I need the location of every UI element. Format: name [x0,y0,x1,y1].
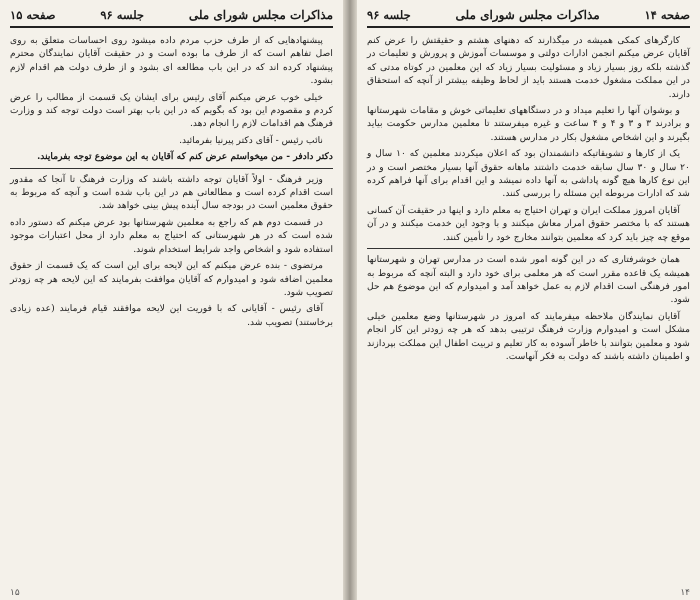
body-paragraph: نائب رئیس - آقای دکتر پیرنیا بفرمائید. [179,134,323,146]
right-page [357,0,700,600]
left-folio: ۱۵ [10,588,20,598]
body-paragraph: یک از کارها و تشویقاتیکه دانشمندان بود که اعلان میکردند معلمین که ۱۰ سال و ۲۰ سال و ۳۰ سال سابقه خدمت داشتند ماهانه حقوق آنها بسیار مختصر است و در این نوع کارها هیچ گونه پاداشی به آنها داده نمیشد و این اقدام برای آنها فراهم کرده شد که ادارات مربوطه این مسئله را بررسی کنند. [367,148,690,200]
body-paragraph: آقای رئیس - آقایانی که با فوریت این لایحه موافقند قیام فرمایند (عده زیادی برخاستند) تصویب شد. [10,303,333,328]
body-paragraph: کارگرهای کمکی همیشه در میگذارند که دهنهای هشتم و حقیقتش را عرض کنم آقایان عرض میکنم انجمن ادارات دولتی و موسسات آموزش و پرورش و تعلیمات در گذشته بلکه روز بسیار زیاد و مسئولیت بسیار زیاد که این معلمین در کوتاه مدتی که در این مملکت مشغول خدمت هستند باید از لحاظ وظیفه بیشتر از آنچه که استحقاق دارند. [367,35,690,100]
body-paragraph: مرتضوی - بنده عرض میکنم که این لایحه برای این است که یک قسمت از حقوق معلمین اضافه شود و امیدوارم که آقایان موافقت بفرمایند که این لایحه هر چه زودتر تصویب شود. [10,260,333,298]
body-paragraph: و بوشوان آنها را تعلیم میداد و در دستگاههای تعلیماتی خوش و مقامات شهرستانها و برادرند ۳ و ۳ و ۴ و ۴ ساعت و غیره میفرستند تا معلمین مدارس حکومت بیاید بگیرند و این اشخاص مشغول بکار در مدارس هستند. [367,105,690,143]
section-divider [10,168,333,169]
left-header-session: جلسه ۹۶ [100,8,145,22]
book-gutter [343,0,357,600]
section-divider [367,248,690,249]
left-header-title: مذاکرات مجلس شورای ملی [188,8,333,22]
left-page-header [10,6,333,28]
left-page [0,0,343,600]
body-paragraph: همان خوشرفتاری که در این گونه امور شده است در مدارس تهران و شهرستانها همیشه یک قاعده مقرر است که هر معلمی برای خود دارد و البته آنچه که مربوط به امور فرهنگی است اقدام لازم به عمل خواهد آمد و امیدوارم که این موضوع هم حل شود. [367,254,690,306]
left-page-body [10,34,333,329]
right-header-title: مذاکرات مجلس شورای ملی [455,8,600,22]
body-paragraph: در قسمت دوم هم که راجع به معلمین شهرستانها بود عرض میکنم که دستور داده شده است که در هر شهرستانی که احتیاج به معلم دارد از محل اعتبارات موجود استفاده شود و اشخاص واجد شرایط استخدام شوند. [10,216,333,255]
right-page-body [367,34,690,363]
body-paragraph: خیلی خوب عرض میکنم آقای رئیس برای ایشان یک قسمت از مطالب را عرض کردم و مقصودم این بود که بگویم که در این باب بهتر است دولت توجه کند و وزارت فرهنگ هم اقدامات لازم را انجام دهد. [10,91,333,130]
body-paragraph: پیشنهادهایی که از طرف حزب مردم داده میشود روی احساسات متعلق به روی اصل تفاهم است که از طرف ما بوده است و در حقیقت آقایان نمایندگان محترم پیشنهاد کرده اند که در این باب مطالعه ای بشود و از طرف دولت هم اقدام لازم بشود. [10,35,333,87]
body-paragraph: آقایان امروز مملکت ایران و تهران احتیاج به معلم دارد و اینها در حقیقت آن کسانی هستند که با مختصر حقوق امرار معاش میکنند و با وجود این خدمت میکنند و در آن موقع چه چیز باید کرد که معلمین بتوانند مخارج خود را تأمین کنند. [367,204,690,243]
body-paragraph: وزیر فرهنگ - اولاً آقایان توجه داشته باشند که وزارت فرهنگ تا آنجا که مقدور است اقدام کرده است و مطالعاتی هم در این باب شده است و آنچه که مربوط به حقوق معلمین است در بودجه سال آینده پیش بینی خواهد شد. [10,173,333,212]
right-page-header [367,6,690,28]
left-header-page-label: صفحه ۱۵ [10,8,56,22]
right-folio: ۱۴ [680,588,690,598]
speaker-paragraph: دکتر دادفر - من میخواستم عرض کنم که آقایان به این موضوع توجه بفرمایند. [37,151,333,163]
right-header-page-label: صفحه ۱۴ [644,8,690,22]
body-paragraph: آقایان نمایندگان ملاحظه میفرمایند که امروز در شهرستانها وضع معلمین خیلی مشکل است و امیدوارم وزارت فرهنگ ترتیبی بدهد که هر چه زودتر این کار انجام شود و معلمین بتوانند با خاطر آسوده به کار تعلیم و تربیت اطفال این مملکت بپردازند و اطمینان داشته باشند که دولت به فکر آنهاست. [367,310,690,362]
right-header-session: جلسه ۹۶ [367,8,411,22]
